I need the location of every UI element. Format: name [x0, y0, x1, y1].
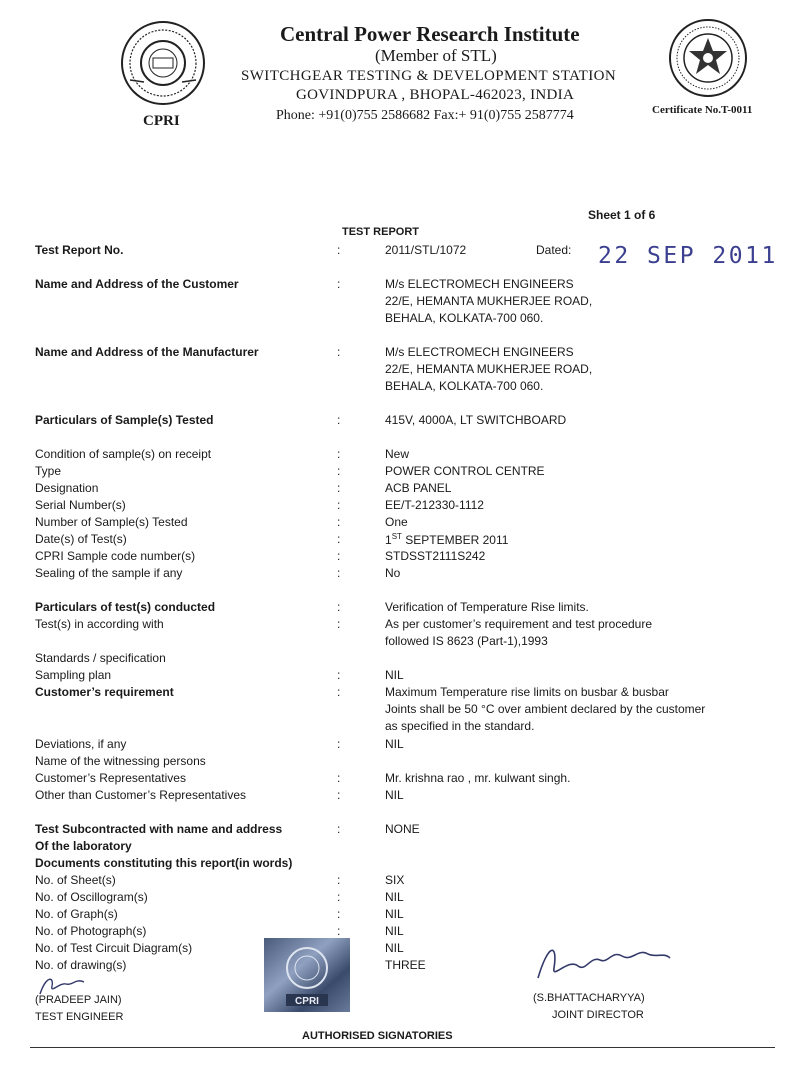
- requirement-line-3: as specified in the standard.: [385, 719, 535, 733]
- doc-value: NIL: [385, 890, 404, 904]
- detail-row: [0, 566, 800, 582]
- requirement-line-2: Joints shall be 50 °C over ambient declared by the customer: [385, 702, 706, 716]
- colon: :: [337, 685, 341, 699]
- cpri-logo-label: CPRI: [143, 113, 180, 129]
- detail-row: [0, 532, 800, 548]
- detail-row: [0, 447, 800, 463]
- doc-row: [0, 873, 800, 889]
- doc-row: [0, 924, 800, 940]
- detail-value: ACB PANEL: [385, 481, 452, 495]
- colon: :: [337, 788, 341, 802]
- colon: :: [337, 737, 341, 751]
- doc-label: No. of Sheet(s): [35, 873, 116, 887]
- test-date-suffix: ST: [391, 532, 402, 541]
- sampling-value: NIL: [385, 668, 404, 682]
- doc-row: [0, 941, 800, 957]
- colon: :: [337, 924, 341, 938]
- test-date-month-year: SEPTEMBER 2011: [401, 533, 509, 547]
- detail-label: Serial Number(s): [35, 498, 126, 512]
- report-title: TEST REPORT: [342, 226, 420, 238]
- detail-value: STDSST2111S242: [385, 549, 486, 563]
- customer-row: [0, 277, 800, 293]
- test-date-day: 1: [385, 533, 392, 547]
- detail-label: Number of Sample(s) Tested: [35, 515, 188, 529]
- colon: :: [337, 243, 341, 257]
- colon: :: [337, 549, 341, 563]
- tests-conducted-row: [0, 600, 800, 616]
- colon: :: [337, 566, 341, 580]
- accreditation-seal-icon: [668, 18, 748, 98]
- colon: :: [337, 345, 341, 359]
- subcontract-row-2: [0, 839, 800, 855]
- certificate-number: Certificate No.T-0011: [652, 104, 753, 116]
- colon: :: [337, 668, 341, 682]
- detail-value: [385, 532, 508, 547]
- detail-row: [0, 549, 800, 565]
- manufacturer-row: [0, 345, 800, 361]
- authorised-signatories: AUTHORISED SIGNATORIES: [302, 1030, 453, 1042]
- member-line: (Member of STL): [375, 46, 497, 65]
- detail-value: POWER CONTROL CENTRE: [385, 464, 545, 478]
- colon: :: [337, 277, 341, 291]
- requirement-line-1: Maximum Temperature rise limits on busbar & busbar: [385, 685, 669, 699]
- manufacturer-line-3: BEHALA, KOLKATA-700 060.: [385, 379, 544, 393]
- detail-row: [0, 498, 800, 514]
- cpri-logo-icon: [120, 20, 206, 106]
- requirement-row: [0, 685, 800, 701]
- customer-reps-row: [0, 771, 800, 787]
- doc-value: NIL: [385, 924, 404, 938]
- colon: :: [337, 515, 341, 529]
- subcontract-row: [0, 822, 800, 838]
- report-number-value: 2011/STL/1072: [385, 243, 467, 257]
- detail-label: CPRI Sample code number(s): [35, 549, 196, 563]
- doc-label: No. of Test Circuit Diagram(s): [35, 941, 193, 955]
- colon: :: [337, 771, 341, 785]
- sample-row: [0, 413, 800, 429]
- colon: :: [337, 447, 341, 461]
- colon: :: [337, 890, 341, 904]
- date-stamp: 22 SEP 2011: [598, 243, 778, 269]
- tests-according-row: [0, 617, 800, 633]
- detail-label: Condition of sample(s) on receipt: [35, 447, 212, 461]
- detail-label: Type: [35, 464, 62, 478]
- detail-row: [0, 481, 800, 497]
- detail-label: Date(s) of Test(s): [35, 532, 127, 546]
- doc-row: [0, 958, 800, 974]
- right-signature-icon: [528, 938, 678, 990]
- sample-label: Particulars of Sample(s) Tested: [35, 413, 214, 427]
- colon: :: [337, 481, 341, 495]
- customer-reps-label: Customer’s Representatives: [35, 771, 186, 785]
- subcontract-label: Test Subcontracted with name and address: [35, 822, 283, 836]
- standards-row: [0, 651, 800, 667]
- witnessing-row: [0, 754, 800, 770]
- detail-label: Designation: [35, 481, 99, 495]
- hologram-label: CPRI: [295, 996, 319, 1007]
- other-reps-label: Other than Customer’s Representatives: [35, 788, 246, 802]
- doc-label: No. of Photograph(s): [35, 924, 147, 938]
- engineer-title: TEST ENGINEER: [35, 1011, 124, 1023]
- doc-label: No. of drawing(s): [35, 958, 127, 972]
- subcontract-value: NONE: [385, 822, 420, 836]
- colon: :: [337, 617, 341, 631]
- customer-line-2: 22/E, HEMANTA MUKHERJEE ROAD,: [385, 294, 593, 308]
- witnessing-label: Name of the witnessing persons: [35, 754, 206, 768]
- deviations-value: NIL: [385, 737, 404, 751]
- doc-label: No. of Graph(s): [35, 907, 118, 921]
- subcontract-label-2: Of the laboratory: [35, 839, 132, 853]
- customer-reps-value: Mr. krishna rao , mr. kulwant singh.: [385, 771, 571, 785]
- manufacturer-line-1: M/s ELECTROMECH ENGINEERS: [385, 345, 574, 359]
- sampling-row: [0, 668, 800, 684]
- doc-value: NIL: [385, 941, 404, 955]
- station-address: GOVINDPURA , BHOPAL-462023, INDIA: [296, 87, 575, 103]
- colon: :: [337, 822, 341, 836]
- colon: :: [337, 873, 341, 887]
- manufacturer-line-2: 22/E, HEMANTA MUKHERJEE ROAD,: [385, 362, 593, 376]
- detail-value: New: [385, 447, 410, 461]
- doc-row: [0, 907, 800, 923]
- deviations-label: Deviations, if any: [35, 737, 127, 751]
- director-name: (S.BHATTACHARYYA): [533, 992, 645, 1004]
- doc-row: [0, 890, 800, 906]
- director-title: JOINT DIRECTOR: [552, 1009, 644, 1021]
- detail-value: One: [385, 515, 408, 529]
- doc-value: NIL: [385, 907, 404, 921]
- doc-value: SIX: [385, 873, 405, 887]
- deviations-row: [0, 737, 800, 753]
- sheet-number: Sheet 1 of 6: [588, 208, 656, 222]
- colon: :: [337, 600, 341, 614]
- other-reps-row: [0, 788, 800, 804]
- station-name: SWITCHGEAR TESTING & DEVELOPMENT STATION: [241, 68, 617, 84]
- standards-label: Standards / specification: [35, 651, 166, 665]
- footer-divider: [30, 1047, 775, 1048]
- detail-row: [0, 515, 800, 531]
- tests-conducted-value: Verification of Temperature Rise limits.: [385, 600, 589, 614]
- colon: :: [337, 464, 341, 478]
- doc-value: THREE: [385, 958, 426, 972]
- sample-value: 415V, 4000A, LT SWITCHBOARD: [385, 413, 567, 427]
- detail-row: [0, 464, 800, 480]
- colon: :: [337, 907, 341, 921]
- requirement-label: Customer’s requirement: [35, 685, 174, 699]
- institute-name: Central Power Research Institute: [280, 22, 580, 46]
- manufacturer-label: Name and Address of the Manufacturer: [35, 345, 259, 359]
- engineer-name: (PRADEEP JAIN): [35, 994, 122, 1006]
- other-reps-value: NIL: [385, 788, 404, 802]
- sampling-label: Sampling plan: [35, 668, 112, 682]
- colon: :: [337, 498, 341, 512]
- tests-according-line-1: As per customer’s requirement and test procedure: [385, 617, 653, 631]
- tests-conducted-label: Particulars of test(s) conducted: [35, 600, 216, 614]
- tests-according-line-2: followed IS 8623 (Part-1),1993: [385, 634, 548, 648]
- tests-according-label: Test(s) in according with: [35, 617, 164, 631]
- detail-value: No: [385, 566, 401, 580]
- colon: :: [337, 413, 341, 427]
- detail-label: Sealing of the sample if any: [35, 566, 183, 580]
- customer-line-1: M/s ELECTROMECH ENGINEERS: [385, 277, 574, 291]
- contact-line: Phone: +91(0)755 2586682 Fax:+ 91(0)755 2587774: [276, 108, 574, 123]
- detail-value: EE/T-212330-1112: [385, 498, 484, 512]
- customer-label: Name and Address of the Customer: [35, 277, 239, 291]
- docs-heading-row: [0, 856, 800, 872]
- dated-label: Dated:: [536, 243, 572, 257]
- customer-line-3: BEHALA, KOLKATA-700 060.: [385, 311, 544, 325]
- doc-label: No. of Oscillogram(s): [35, 890, 148, 904]
- colon: :: [337, 532, 341, 546]
- report-number-label: Test Report No.: [35, 243, 124, 257]
- hologram-sticker-icon: [264, 938, 350, 1012]
- docs-heading: Documents constituting this report(in words): [35, 856, 293, 870]
